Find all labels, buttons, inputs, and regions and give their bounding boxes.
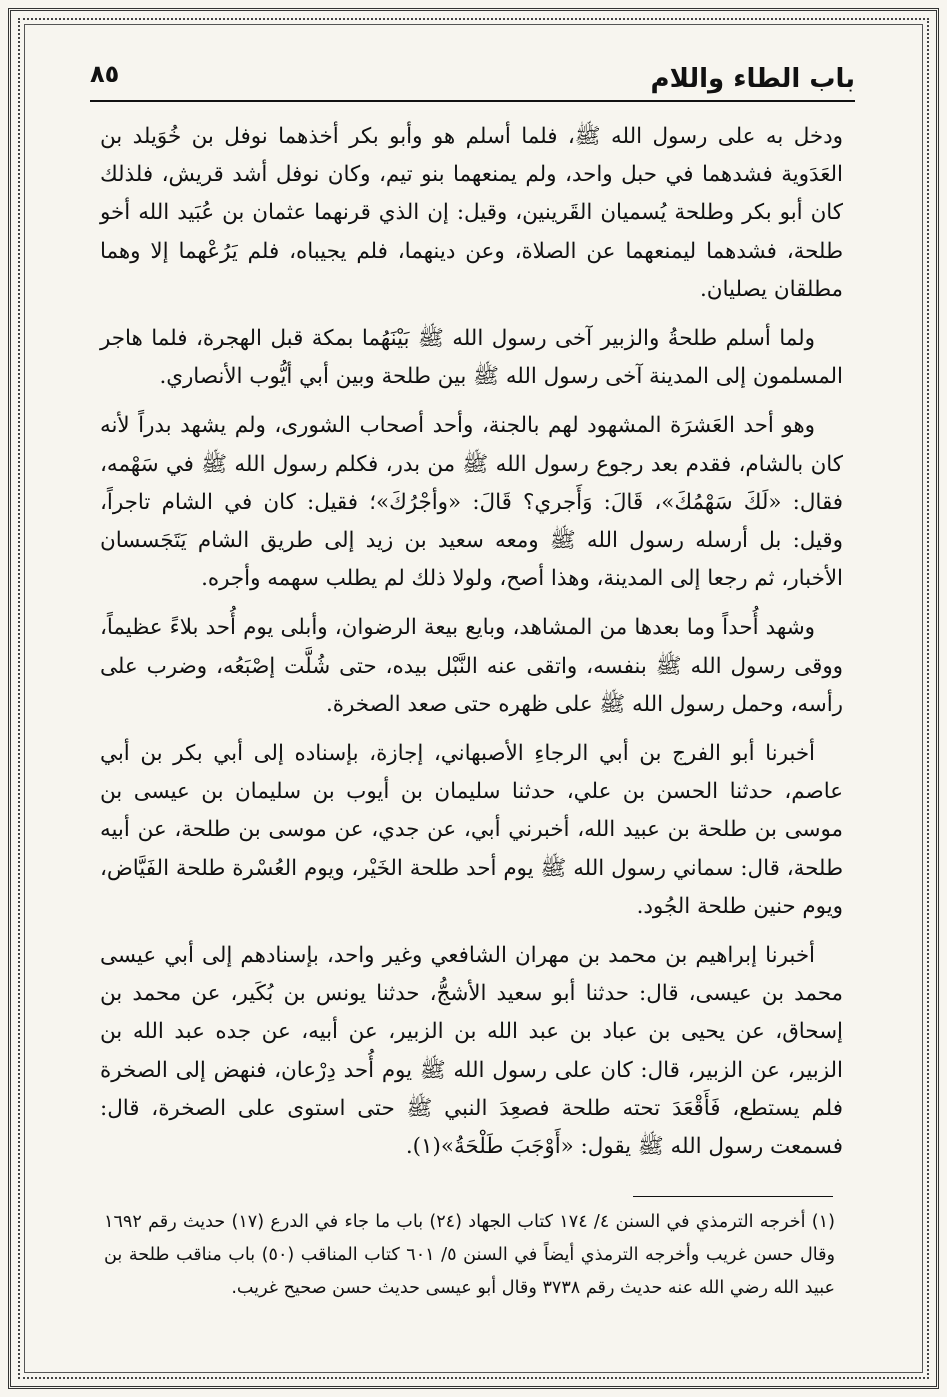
page-number: ٨٥ [90,60,120,88]
running-title: باب الطاء واللام [650,64,855,94]
paragraph: أخبرنا إبراهيم بن محمد بن مهران الشافعي وغير واحد، بإسنادهم إلى أبي عيسى محمد بن عيسى، قال: حدثنا أبو سعيد الأشجُّ، حدثنا يونس بن بُكَير، عن محمد بن إسحاق، عن يحيى بن عباد بن عبد الله بن الزبير، عن أبيه، عن جده عبد الله بن الزبير، عن الزبير، قال: كان على رسول الله ﷺ يوم أُحد دِرْعان، فنهض إلى الصخرة فلم يستطع، فَأَقْعَدَ تحته طلحة فصعِدَ النبي ﷺ حتى استوى على الصخرة، قال: فسمعت رسول الله ﷺ يقول: «أَوْجَبَ طَلْحَةُ»(١). [100,943,843,1160]
paragraph: وهو أحد العَشرَة المشهود لهم بالجنة، وأحد أصحاب الشورى، ولم يشهد بدراً لأنه كان بالشام، فقدم بعد رجوع رسول الله ﷺ من بدر، فكلم رسول الله ﷺ في سَهْمه، فقال: «لَكَ سَهْمُكَ»، قَالَ: وَأَجري؟ قَالَ: «وأجْرُكَ»؛ فقيل: كان في الشام تاجراً، وقيل: بل أرسله رسول الله ﷺ ومعه سعيد بن زيد إلى طريق الشام يَتَجَسسان الأخبار، ثم رجعا إلى المدينة، وهذا أصح، ولولا ذلك لم يطلب سهمه وأجره. [100,413,843,592]
paragraph: وشهد أُحداً وما بعدها من المشاهد، وبايع بيعة الرضوان، وأبلى يوم أُحد بلاءً عظيماً، ووقى رسول الله ﷺ بنفسه، واتقى عنه النَّبْل بيده، حتى شُلَّت إصْبَعُه، وضرب على رأسه، وحمل رسول الله ﷺ على ظهره حتى صعد الصخرة. [100,615,843,717]
paragraph: أخبرنا أبو الفرج بن أبي الرجاءِ الأصبهاني، إجازة، بإسناده إلى أبي بكر بن أبي عاصم، حدثنا الحسن بن علي، حدثنا سليمان بن أيوب بن سليمان بن عيسى بن موسى بن طلحة بن عبيد الله، أخبرني أبي، عن جدي، عن موسى بن طلحة، عن أبيه طلحة، قال: سماني رسول الله ﷺ يوم أحد طلحة الخَيْر، ويوم العُسْرة طلحة الفَيَّاض، ويوم حنين طلحة الجُود. [100,741,843,919]
footnote-separator [633,1196,833,1197]
page-header [90,56,855,102]
paragraph: ولما أسلم طلحةُ والزبير آخى رسول الله ﷺ بَيْنَهُما بمكة قبل الهجرة، فلما هاجر المسلمون إلى المدينة آخى رسول الله ﷺ بين طلحة وبين أبي أيُّوب الأنصاري. [100,326,843,390]
footnote: (١) أخرجه الترمذي في السنن ٤/ ١٧٤ كتاب الجهاد (٢٤) باب ما جاء في الدرع (١٧) حديث رقم ١٦٩٢ وقال حسن غريب وأخرجه الترمذي أيضاً في السنن ٥/ ٦٠١ كتاب المناقب (٥٠) باب مناقب طلحة بن عبيد الله رضي الله عنه حديث رقم ٣٧٣٨ وقال أبو عيسى حديث حسن صحيح غريب. [104,1212,835,1298]
footnotes [104,1206,835,1305]
paragraph: ودخل به على رسول الله ﷺ، فلما أسلم هو وأبو بكر أخذهما نوفل بن خُوَيلد بن العَدَوية فشدهما في حبل واحد، ولم يمنعهما بنو تيم، وكان نوفل أشد قريش، فلذلك كان أبو بكر وطلحة يُسميان القَرينين، وقيل: إن الذي قرنهما عثمان بن عُبَيد الله أخو طلحة، فشدهما ليمنعهما عن الصلاة، وعن دينهما، فلم يجيباه، فلم يَرُعْهما إلا وهما مطلقان يصليان. [100,124,843,302]
main-text [100,118,843,1177]
